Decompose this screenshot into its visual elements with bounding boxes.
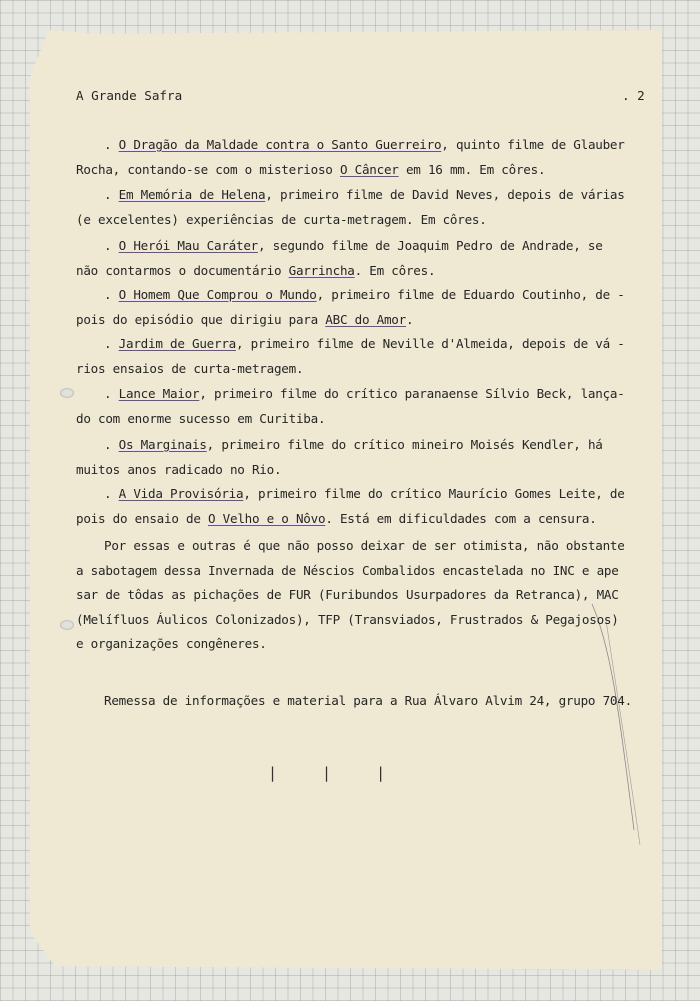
paragraph-line: e organizações congêneres. (76, 636, 267, 652)
film-entry (76, 186, 646, 228)
entry-line: pois do ensaio de O Velho e o Nôvo. Está em dificuldades com a censura. (76, 511, 597, 526)
paragraph-line: Por essas e outras é que não posso deixar de ser otimista, não obstante (104, 538, 625, 553)
entry-line: . O Herói Mau Caráter, segundo filme de Joaquim Pedro de Andrade, se (104, 238, 603, 253)
film-entry (76, 385, 646, 427)
entry-line: muitos anos radicado no Rio. (76, 462, 282, 477)
film-entry (76, 136, 646, 178)
entry-line: . Lance Maior, primeiro filme do crítico paranaense Sílvio Beck, lança- (104, 386, 625, 401)
paragraph-line: a sabotagem dessa Invernada de Néscios Combalidos encastelada no INC e ape (76, 562, 619, 578)
film-entry (76, 335, 646, 377)
punch-hole-lower (60, 620, 74, 630)
entry-line: . O Homem Que Comprou o Mundo, primeiro filme de Eduardo Coutinho, de - (104, 287, 625, 302)
entry-line: . Os Marginais, primeiro filme do crítico mineiro Moisés Kendler, há (104, 437, 603, 452)
page-header-title: A Grande Safra (76, 88, 183, 103)
footer-note: Remessa de informações e material para a Rua Álvaro Alvim 24, grupo 704. (104, 693, 632, 708)
entry-line: do com enorme sucesso em Curitiba. (76, 411, 326, 426)
closing-paragraph (76, 534, 646, 657)
entry-line: . A Vida Provisória, primeiro filme do crítico Maurício Gomes Leite, de (104, 486, 625, 501)
film-entry (76, 237, 646, 279)
entry-line: pois do episódio que dirigiu para ABC do Amor. (76, 312, 414, 327)
paragraph-line: (Melífluos Áulicos Colonizados), TFP (Transviados, Frustrados & Pegajosos) (76, 611, 619, 627)
entry-line: (e excelentes) experiências de curta-metragem. Em côres. (76, 212, 487, 227)
paragraph-line: sar de tôdas as pichações de FUR (Furibundos Usurpadores da Retranca), MAC (76, 587, 619, 603)
film-entry (76, 436, 646, 478)
page-number: . 2 (622, 88, 645, 103)
entry-line: rios ensaios de curta-metragem. (76, 361, 304, 376)
film-entry (76, 286, 646, 328)
entry-line: . Jardim de Guerra, primeiro filme de Neville d'Almeida, depois de vá - (104, 336, 625, 351)
punch-hole-upper (60, 388, 74, 398)
entry-line: não contarmos o documentário Garrincha. Em côres. (76, 263, 436, 278)
film-entry (76, 485, 646, 527)
end-marks: | | | (268, 764, 404, 782)
entry-line: Rocha, contando-se com o misterioso O Câncer em 16 mm. Em côres. (76, 162, 546, 177)
entry-line: . O Dragão da Maldade contra o Santo Guerreiro, quinto filme de Glauber (104, 137, 625, 152)
entry-line: . Em Memória de Helena, primeiro filme de David Neves, depois de várias (104, 187, 625, 202)
